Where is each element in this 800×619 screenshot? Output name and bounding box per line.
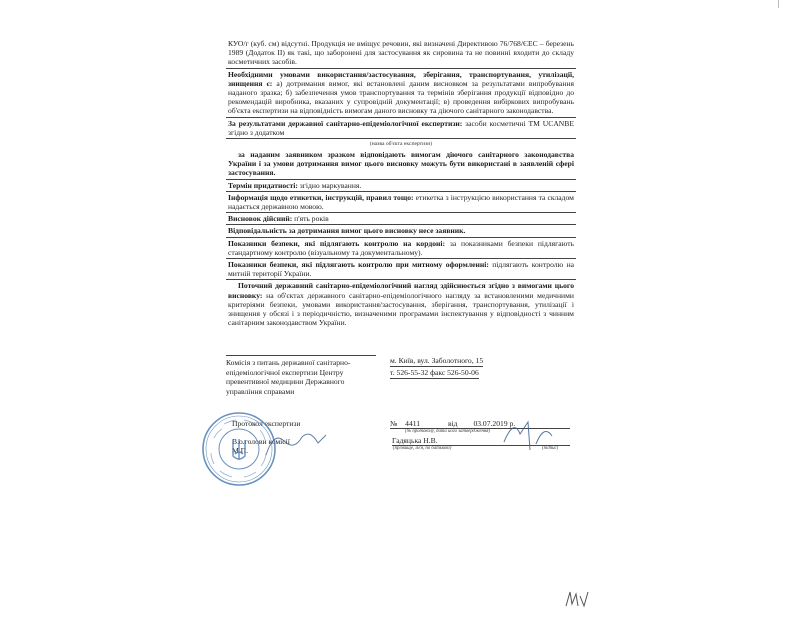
protocol-number-prefix: №: [390, 419, 398, 428]
protocol-label: Протокол експертизи: [232, 419, 301, 428]
composition-text: КУО/г (куб. см) відсутні. Продукція не вміщує речовин, які визначені Директивою 76/768/ЄЕС – березень 1989 (Додаток II) як такі, що заборонені для застосування як сировина та не повинні входити до складу косметичних засобів.: [228, 39, 574, 67]
signer-signature-icon: [500, 414, 560, 454]
validity-label: Висновок дійсний:: [228, 214, 293, 224]
supervision-heading: Поточний державний санітарно-епідеміологічний нагляд здійснюється згідно з вимогами цього висновку:: [228, 281, 574, 300]
section-supervision: [226, 280, 576, 328]
section-expertise-result: [226, 118, 576, 138]
conclusion-body: [226, 38, 576, 328]
border-control-heading: Показники безпеки, які підлягають контролю на кордоні:: [228, 238, 446, 248]
section-composition: [226, 38, 576, 69]
section-compliance: [226, 149, 576, 180]
label-info-heading: Інформація щодо етикетки, інструкцій, правил тощо:: [228, 192, 414, 202]
corner-handwritten-mark-icon: [562, 586, 592, 610]
section-border-control: [226, 238, 576, 259]
label-info-text: етикетка з інструкцією використання та складом надається державною мовою.: [228, 192, 574, 212]
section-usage-conditions: [226, 69, 576, 118]
protocol-number-note: (№ протоколу, дата його затвердження): [405, 429, 491, 434]
expertise-object-note: (назва об'єкта експертизи): [226, 138, 576, 149]
protocol-from-label: від: [447, 419, 458, 428]
section-validity: [226, 213, 576, 225]
commission-name: Комісія з питань державної санітарно-епідеміологічної експертизи Центру превентивної медицини Державного управління справами: [226, 355, 376, 396]
protocol-number: 4411: [405, 419, 421, 428]
usage-conditions-text: а) дотримання вимог, які встановлені даним висновком за результатами випробування наданого зразка; б) забезпечення умов транспортування та термінів зберігання продукції відповідно до рекомендацій виробника, вказаних у супровідній документації; в) проведення вибіркових випробувань об'єкта експертизи на відповідність вимогам даного висновку та діючого санітарного законодавства.: [228, 78, 575, 116]
customs-control-text: підлягають контролю на митній території України.: [228, 260, 575, 279]
commission-address: м. Київ, вул. Заболотного, 15: [390, 356, 484, 365]
signer-name-note: (прізвище, ім'я, по батькові): [393, 446, 452, 451]
shelf-life-label: Термін придатності:: [228, 180, 298, 190]
signer-name: Гадяцька Н.В.: [392, 436, 438, 445]
section-responsibility: [226, 225, 576, 237]
section-label-info: [226, 192, 576, 213]
supervision-text: на об'єктах державного санітарно-епідеміологічного нагляду за встановленими медичними критеріями безпеки, умовами використання/застосування, зберігання, транспортування, утилізації і знищення у обсязі і з періодичністю, визначеними програмами інспектування у відповідності з чинним санітарним законодавством України.: [228, 290, 574, 328]
signature-note: (підпис): [542, 446, 559, 451]
section-shelf-life: [226, 180, 576, 192]
section-customs-control: [226, 259, 576, 280]
commission-head-label: В.о.голови комісії: [232, 437, 290, 446]
validity-value: п'ять років: [292, 214, 329, 224]
scan-edge-mark: [778, 0, 789, 8]
responsibility-text: Відповідальність за дотримання вимог цього висновку несе заявник.: [228, 226, 466, 236]
border-control-text: за показниками безпеки підлягають стандартному контролю (візуальному та документальному).: [228, 238, 574, 257]
commission-address-block: [390, 355, 570, 379]
compliance-text: за наданим заявником зразком відповідають вимогам діючого санітарного законодавства України і за умови дотримання вимог цього висновку можуть бути використані в заявленій сфері застосування.: [228, 150, 574, 178]
shelf-life-value: згідно маркування.: [297, 180, 362, 190]
expertise-object-text: засоби косметичні TM UCANBE згідно з додатком: [228, 118, 574, 137]
head-signature-icon: [262, 425, 332, 463]
protocol-date: 03.07.2019 р.: [473, 419, 516, 428]
seal-place-label: М.П.: [232, 446, 249, 455]
usage-conditions-heading: Необхідними умовами використання/застосування, зберігання, транспортування, утилізації, знищення є:: [228, 69, 574, 88]
commission-phone: т. 526-55-32 факс 526-50-06: [390, 368, 479, 377]
customs-control-heading: Показники безпеки, які підлягають контролю при митному оформленні:: [228, 260, 489, 270]
expertise-result-heading: За результатами державної санітарно-епідеміологічної експертизи:: [228, 118, 463, 128]
